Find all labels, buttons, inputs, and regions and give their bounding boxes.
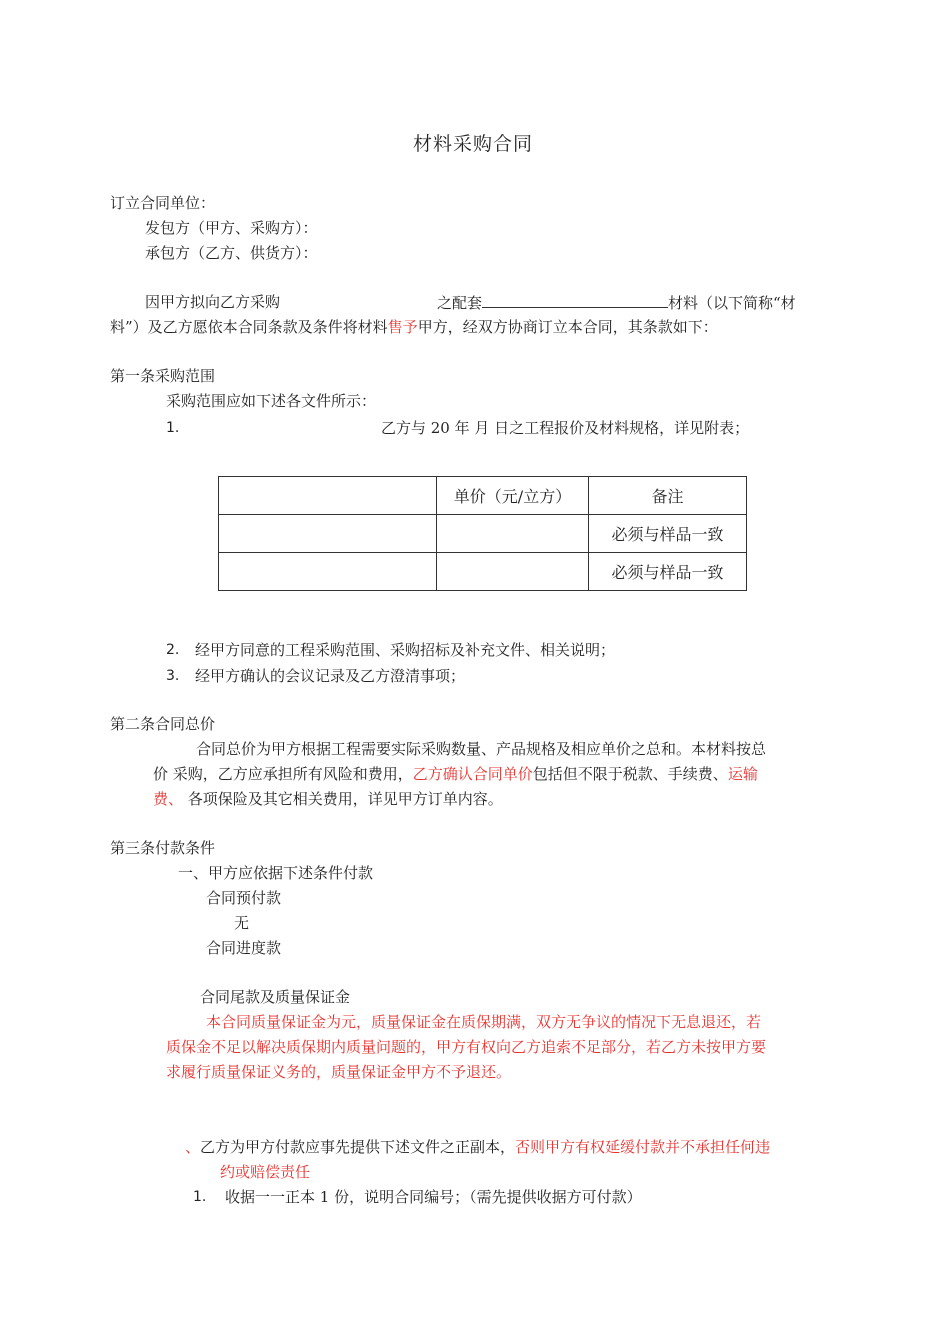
intro-line1 [437,292,796,313]
article3-heading: 第三条付款条件 [110,839,216,857]
article2-heading: 第二条合同总价 [110,715,216,733]
guarantee-line1: 本合同质量保证金为元，质量保证金在质保期满，双方无争议的情况下无息退还，若 [206,1013,762,1031]
price-table [218,476,747,591]
table-header-row [219,477,747,515]
doc1-text: 收据一一正本 1 份，说明合同编号；（需先提供收据方可付款） [225,1188,642,1206]
table-header-cell: 备注 [589,477,747,515]
table-row [219,515,747,553]
page-title: 材料采购合同 [413,133,534,155]
item2-number: 2. [166,642,180,658]
party-b-label: 承包方（乙方、供货方）： [145,244,318,262]
final-label: 合同尾款及质量保证金 [200,988,351,1006]
article1-sub: 采购范围应如下述各文件所示： [166,392,377,410]
prepay-label: 合同预付款 [206,889,282,907]
article2-line2-b: 包括但不限于税款、手续费、 [532,765,728,783]
item1-number: 1. [166,420,180,436]
article1-heading: 第一条采购范围 [110,367,216,385]
table-cell [437,553,589,591]
material-blank [482,292,668,308]
table-cell: 必须与样品一致 [589,553,747,591]
intro-part2: 之配套 [437,294,483,312]
article3-sub2-a: 乙方为甲方付款应事先提供下述文件之正副本， [200,1138,516,1156]
article3-sub2-red1: 、 [185,1138,201,1156]
guarantee-line2: 质保金不足以解决质保期内质量问题的，甲方有权向乙方追索不足部分，若乙方未按甲方要 [166,1038,767,1056]
intro-line2-a: 料”）及乙方愿依本合同条款及条件将材料 [110,318,388,336]
guarantee-line3: 求履行质量保证义务的，质量保证金甲方不予退还。 [166,1063,512,1081]
intro-line2-b: 甲方，经双方协商订立本合同，其条款如下： [417,318,718,336]
table-cell [219,515,437,553]
table-cell: 必须与样品一致 [589,515,747,553]
item3-number: 3. [166,668,180,684]
table-header-cell: 单价（元/立方） [437,477,589,515]
item2-text: 经甲方同意的工程采购范围、采购招标及补充文件、相关说明； [195,641,616,659]
article3-sub2 [185,1137,770,1157]
item1-text: 乙方与 20 年 月 日之工程报价及材料规格，详见附表； [381,419,750,437]
article2-line3-red: 费、 [153,790,184,808]
item3-text: 经甲方确认的会议记录及乙方澄清事项； [195,667,466,685]
table-row [219,553,747,591]
table-cell [437,515,589,553]
intro-part1: 因甲方拟向乙方采购 [145,293,281,311]
article2-line1: 合同总价为甲方根据工程需要实际采购数量、产品规格及相应单价之总和。本材料按总 [196,740,767,758]
intro-line2 [110,317,718,337]
prepay-value: 无 [234,914,250,932]
article2-line3-b: 各项保险及其它相关费用，详见甲方订单内容。 [183,790,503,808]
article3-sub2-red2: 否则甲方有权延缓付款并不承担任何违 [515,1138,771,1156]
article2-line2-red1: 乙方确认合同单价 [412,765,533,783]
article2-line3 [153,789,503,809]
table-cell [219,553,437,591]
article3-sub2-red3: 约或赔偿责任 [220,1163,311,1181]
progress-label: 合同进度款 [206,939,282,957]
article2-line2-a: 价 采购，乙方应承担所有风险和费用， [153,765,413,783]
article2-line2-red2: 运输 [727,765,758,783]
table-header-cell [219,477,437,515]
article3-sub1: 一、甲方应依据下述条件付款 [178,864,374,882]
doc1-number: 1. [193,1189,207,1205]
parties-heading: 订立合同单位： [110,194,216,212]
article2-line2 [153,764,758,784]
intro-line2-red: 售予 [387,318,418,336]
party-a-label: 发包方（甲方、采购方）： [145,219,318,237]
intro-part3: 材料（以下简称“材 [668,294,796,312]
